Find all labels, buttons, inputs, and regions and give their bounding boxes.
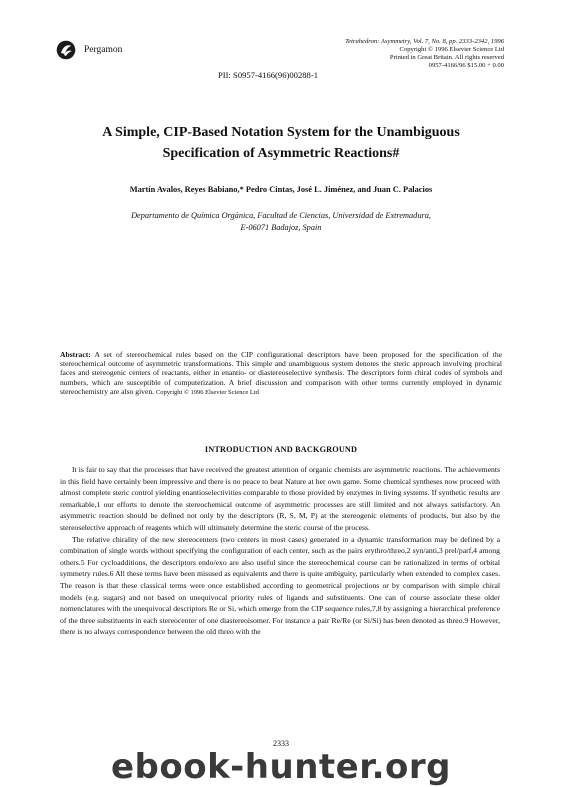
pii-identifier: PII: S0957-4166(96)00288-1 bbox=[218, 70, 319, 80]
paragraph: It is fair to say that the processes that have received the greatest attention of organic chemists are asymmetric reactions. The achievements in this field have certainly been impressive and there is no peace to beat Nature at her own game. Some chemical syntheses now proceed with almost complete steric control yielding enantioselectivities comparable to those provided by enzymes in living systems. If synthetic results are remarkable,1 our efforts to denote the stereochemical outcome of asymmetric processes are still limited and not always satisfactory. An asymmetric reaction should be defined not only by the descriptors (R, S, M, P) at the stereogenic elements of products, but also by the stereoselective approach of reagents which will ultimately determine the steric course of the process. bbox=[60, 465, 500, 532]
printed-line: Printed in Great Britain. All rights reserved bbox=[389, 54, 504, 62]
page-number: 2333 bbox=[273, 739, 289, 748]
journal-citation: Tetrahedron: Asymmetry, Vol. 7, No. 8, pp. 2333-2342, 1996 bbox=[345, 38, 504, 45]
publisher-name: Pergamon bbox=[84, 45, 123, 55]
affiliation-line-2: E-06071 Badajoz, Spain bbox=[240, 222, 322, 232]
watermark: ebook-hunter.org bbox=[110, 747, 452, 787]
abstract-text: A set of stereochemical rules based on the CIP configurational descriptors have been proposed for the specification of the stereochemical outcome of asymmetric transformations. This simple and unambiguous system denotes the steric approach involving prochiral faces and stereogenic centers of reactants, either in enantio- or diastereoselective synthesis. The descriptors form chiral codes of symbols and numbers, which are susceptible of computerization. A brief discussion and comparison with other terms currently employed in dynamic stereochemistry are also given. bbox=[60, 350, 502, 396]
title-line-1: A Simple, CIP-Based Notation System for the Unambiguous bbox=[102, 125, 460, 140]
paper-title bbox=[30, 122, 532, 164]
copyright-line: Copyright © 1996 Elsevier Science Ltd bbox=[399, 46, 504, 54]
price-line: 0957-4166/96 $15.00 + 0.00 bbox=[428, 62, 504, 70]
body-text bbox=[60, 464, 500, 638]
abstract-copyright: Copyright © 1996 Elsevier Science Ltd bbox=[155, 388, 259, 396]
section-heading: INTRODUCTION AND BACKGROUND bbox=[204, 445, 358, 454]
pergamon-logo bbox=[56, 40, 76, 60]
journal-info bbox=[294, 38, 504, 70]
author-list: Martín Avalos, Reyes Babiano,* Pedro Cintas, José L. Jiménez, and Juan C. Palacios bbox=[129, 185, 433, 194]
affiliation bbox=[30, 210, 532, 233]
title-line-2: Specification of Asymmetric Reactions# bbox=[162, 146, 400, 161]
paragraph: The relative chirality of the new stereocenters (two centers in most cases) generated in a dynamic transformation may be defined by a combination of single words without specifying the configuration of each center, such as the pairs erythro/threo,2 syn/anti,3 prel/parf,4 among others.5 For cycloadditions, the descriptors endo/exo are also useful since the stereochemical course can be rationalized in terms of orbital symmetry rules.6 All these terms have been misused as equivalents and there is quite ambiguity, particularly when extended to complex cases. The reason is that these classical terms were once established according to geometrical projections or by comparison with simple chiral models (e.g. sugars) and not based on unequivocal priority rules of ligands and substituents. One can of course associate these older nomenclatures with the unequivocal descriptors Re or Si, which emerge from the CIP sequence rules,7,8 by assigning a hierarchical preference of the three substituents in each stereocenter of one diastereoisomer. For instance a pair Re/Re (or Si/Si) has been denoted as threo.9 However, there is no always correspondence between the old threo with the bbox=[60, 534, 500, 637]
affiliation-line-1: Departamento de Química Orgánica, Facultad de Ciencias, Universidad de Extremadura, bbox=[131, 211, 431, 220]
abstract-label: Abstract: bbox=[60, 350, 91, 359]
abstract bbox=[60, 350, 502, 397]
